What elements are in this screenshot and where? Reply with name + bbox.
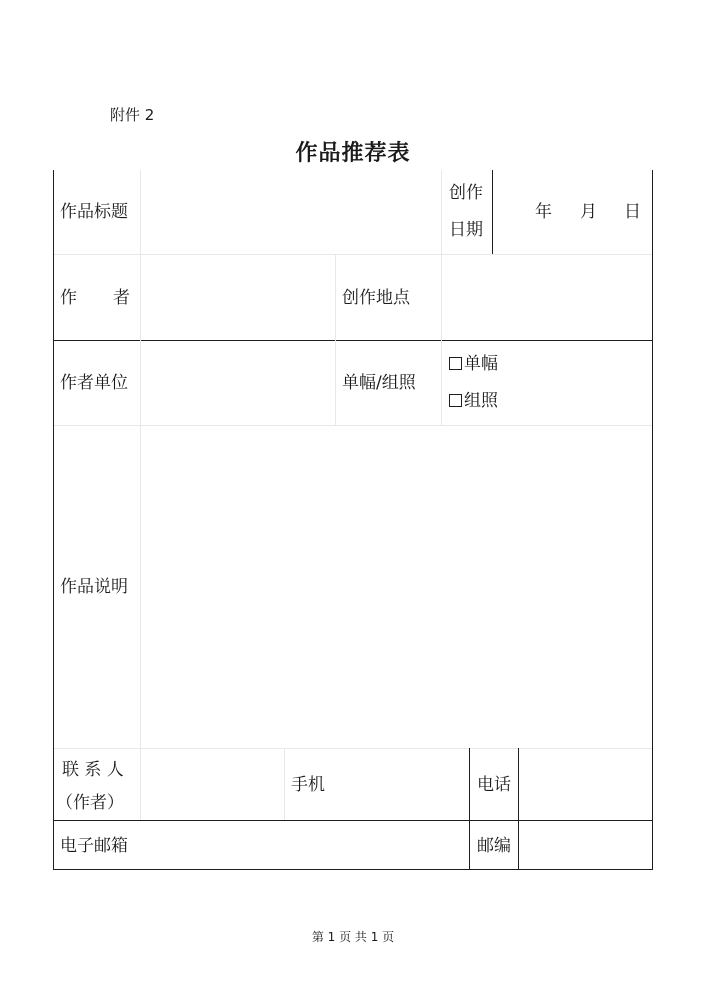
description-label: 作品说明 xyxy=(60,577,128,597)
option-group-label: 组照 xyxy=(464,391,498,411)
form-right-border xyxy=(652,170,653,870)
phone-column-divider xyxy=(469,748,470,869)
phone-value-divider xyxy=(518,748,519,869)
form-divider xyxy=(53,340,653,341)
email-label: 电子邮箱 xyxy=(60,836,128,856)
phone-label: 电话 xyxy=(477,775,511,795)
author-unit-label: 作者单位 xyxy=(60,373,128,393)
contact-label-line2: （作者） xyxy=(56,793,124,813)
single-checkbox[interactable] xyxy=(449,357,462,370)
option-group[interactable] xyxy=(449,391,498,411)
form-bottom-border xyxy=(53,869,653,870)
page-title: 作品推荐表 xyxy=(295,140,411,166)
form-left-border xyxy=(53,170,54,870)
postcode-label: 邮编 xyxy=(477,836,511,856)
work-title-label: 作品标题 xyxy=(60,202,128,222)
creation-date-label-line2: 日期 xyxy=(449,220,483,240)
date-column-divider xyxy=(492,170,493,254)
attachment-label: 附件 2 xyxy=(110,106,155,124)
author-label-part1: 作 xyxy=(60,288,77,308)
faint-divider xyxy=(140,170,141,820)
faint-divider xyxy=(441,170,442,426)
faint-divider xyxy=(53,425,653,426)
group-checkbox[interactable] xyxy=(449,394,462,407)
faint-divider xyxy=(335,254,336,426)
option-single-label: 单幅 xyxy=(464,354,498,374)
page-number: 第 1 页 共 1 页 xyxy=(311,930,395,944)
year-label: 年 xyxy=(535,202,552,222)
author-label-part2: 者 xyxy=(113,288,130,308)
month-label: 月 xyxy=(580,202,597,222)
single-group-label: 单幅/组照 xyxy=(342,373,416,393)
mobile-label: 手机 xyxy=(291,775,325,795)
contact-label-line1: 联 系 人 xyxy=(62,760,124,780)
option-single[interactable] xyxy=(449,354,498,374)
faint-divider xyxy=(53,254,653,255)
faint-divider xyxy=(284,748,285,820)
faint-divider xyxy=(53,748,653,749)
form-divider xyxy=(53,820,653,821)
creation-date-label-line1: 创作 xyxy=(449,183,483,203)
day-label: 日 xyxy=(624,202,641,222)
creation-place-label: 创作地点 xyxy=(342,288,410,308)
